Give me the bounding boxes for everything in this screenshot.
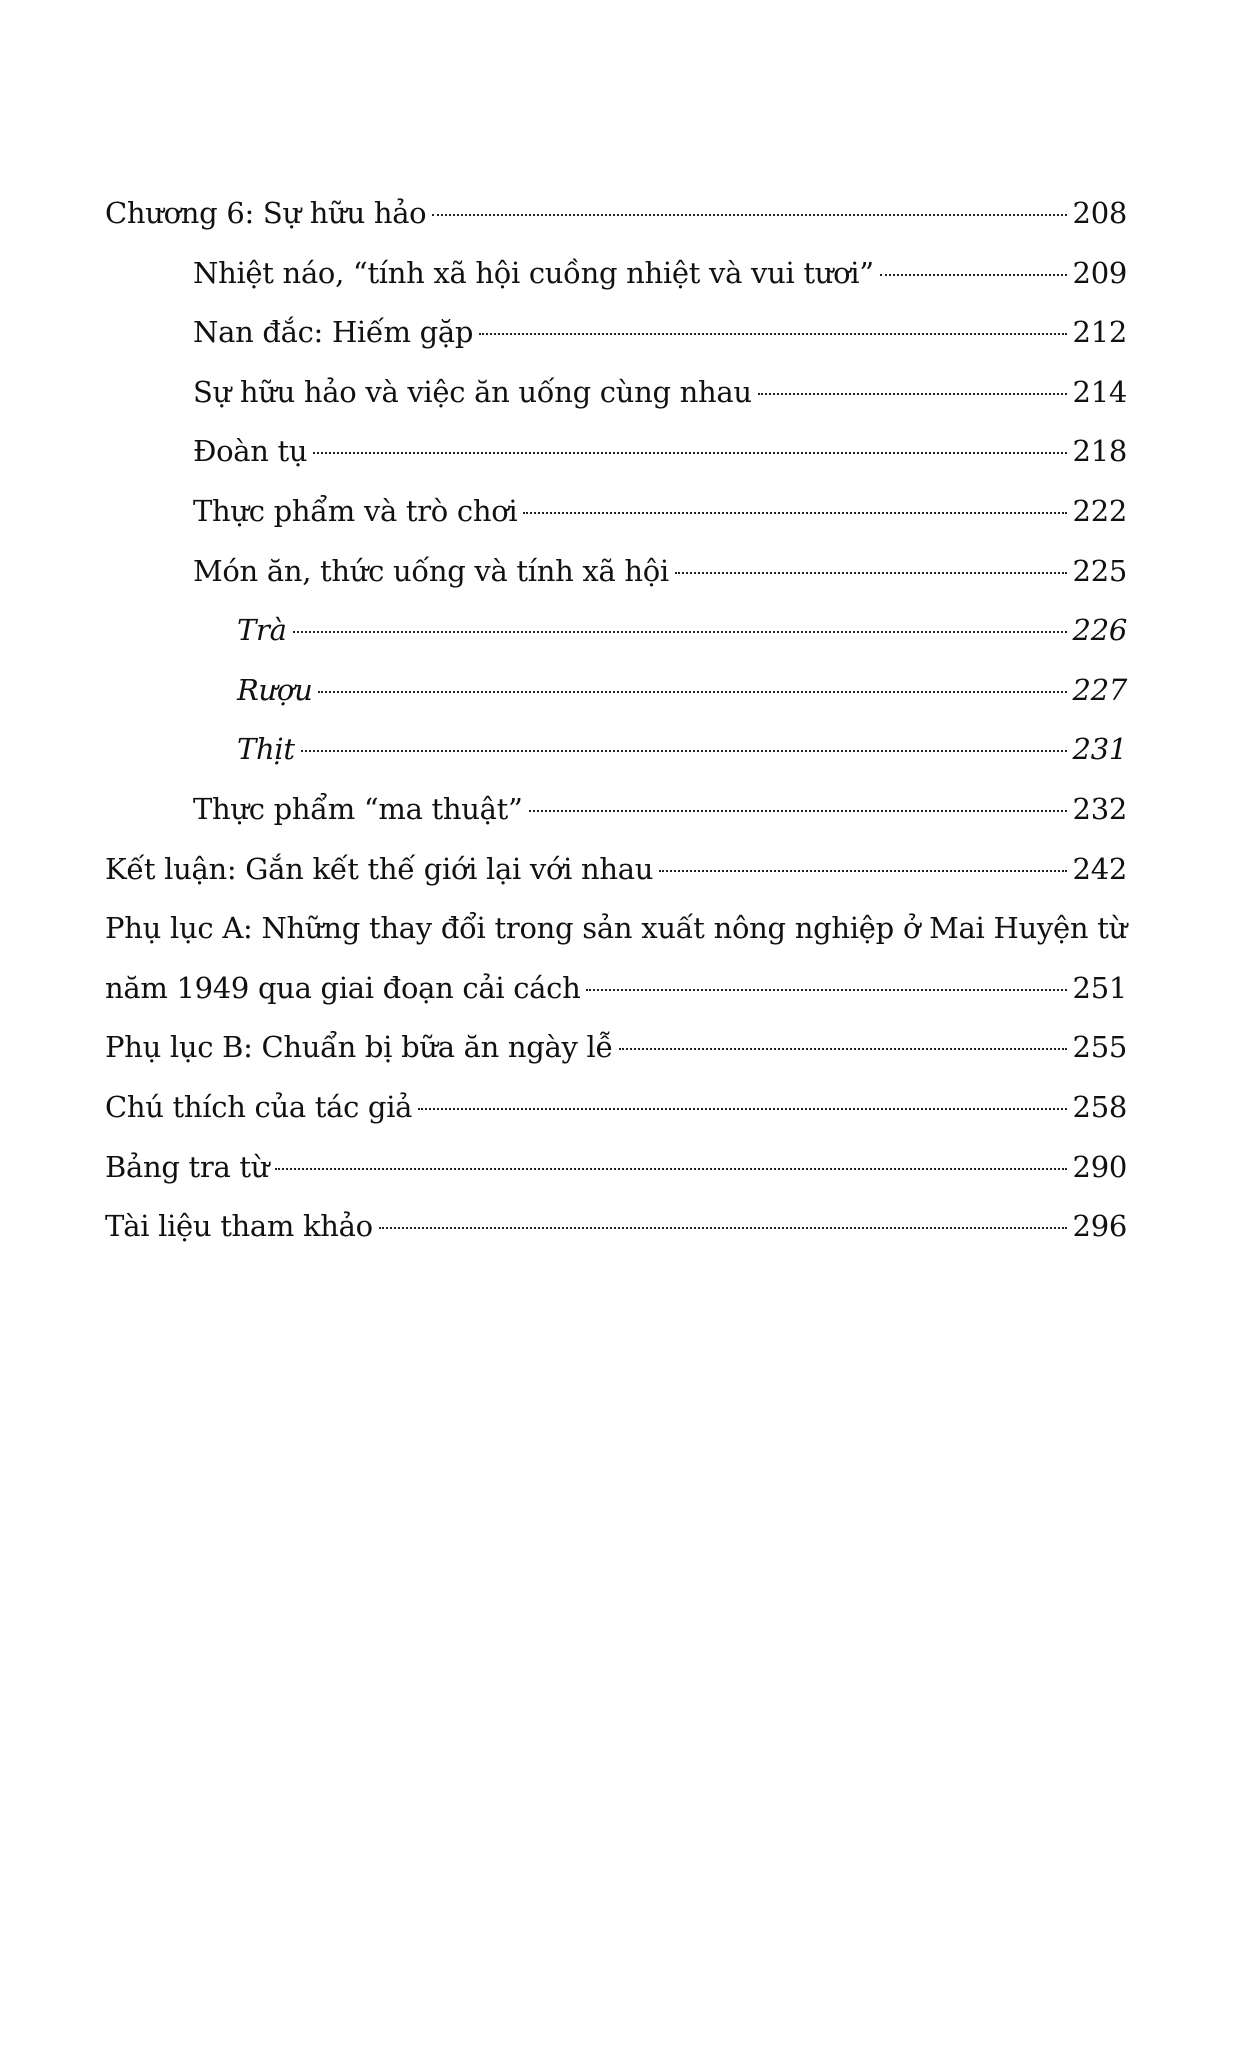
toc-entry-title: Phụ lục B: Chuẩn bị bữa ăn ngày lễ — [105, 1030, 614, 1065]
toc-entry-references — [105, 1197, 1127, 1257]
dot-leader — [586, 989, 1066, 991]
dot-leader — [758, 393, 1067, 395]
toc-entry — [105, 303, 1127, 363]
dot-leader — [479, 333, 1066, 335]
dot-leader — [379, 1227, 1067, 1229]
toc-entry-title: năm 1949 qua giai đoạn cải cách — [105, 970, 581, 1005]
toc-entry — [105, 542, 1127, 602]
toc-entry-page: 226 — [1072, 613, 1127, 648]
dot-leader — [318, 691, 1066, 693]
dot-leader — [880, 274, 1067, 276]
dot-leader — [659, 870, 1066, 872]
toc-entry-title: Nhiệt náo, “tính xã hội cuồng nhiệt và vui tươi” — [193, 255, 874, 290]
toc-entry-title: Sự hữu hảo và việc ăn uống cùng nhau — [193, 374, 752, 409]
toc-entry-page: 251 — [1072, 970, 1127, 1005]
toc-entry — [105, 422, 1127, 482]
toc-entry-title: Chương 6: Sự hữu hảo — [105, 196, 427, 230]
dot-leader — [619, 1048, 1066, 1050]
toc-entry — [105, 601, 1127, 661]
toc-entry-title: Bảng tra từ — [105, 1149, 270, 1184]
toc-entry-page: 296 — [1072, 1209, 1127, 1244]
toc-entry-author-notes — [105, 1078, 1127, 1138]
toc-entry-page: 212 — [1072, 315, 1127, 350]
toc-entry-title: Chú thích của tác giả — [105, 1089, 413, 1124]
dot-leader — [293, 631, 1067, 633]
toc-entry — [105, 780, 1127, 840]
toc-entry-page: 255 — [1072, 1030, 1127, 1065]
toc-entry-page: 218 — [1072, 434, 1127, 469]
toc-entry-page: 222 — [1072, 493, 1127, 528]
toc-entry-index — [105, 1138, 1127, 1198]
toc-entry — [105, 244, 1127, 304]
toc-entry-title: Trà — [237, 613, 287, 648]
toc-entry-title: Kết luận: Gắn kết thế giới lại với nhau — [105, 851, 654, 886]
toc-entry-page: 225 — [1072, 553, 1127, 588]
toc-entry-title: Thực phẩm và trò chơi — [193, 493, 518, 528]
toc-entry-appendix-a-line-1 — [105, 899, 1127, 959]
toc-entry-page: 214 — [1072, 374, 1127, 409]
toc-entry — [105, 720, 1127, 780]
dot-leader — [523, 512, 1066, 514]
toc-entry-title: Rượu — [237, 672, 313, 707]
toc-entry-page: 208 — [1072, 196, 1127, 230]
toc-entry — [105, 661, 1127, 721]
dot-leader — [418, 1108, 1066, 1110]
toc-entry-title: Tài liệu tham khảo — [105, 1209, 373, 1244]
dot-leader — [432, 214, 1066, 216]
toc-entry — [105, 363, 1127, 423]
toc-entry-title: Món ăn, thức uống và tính xã hội — [193, 553, 669, 588]
toc-entry-chapter-6 — [105, 184, 1127, 244]
dot-leader — [313, 452, 1066, 454]
dot-leader — [529, 810, 1067, 812]
dot-leader — [275, 1168, 1066, 1170]
dot-leader — [675, 572, 1067, 574]
toc-entry-title: Thịt — [237, 732, 295, 767]
toc-entry-page: 231 — [1072, 732, 1127, 767]
toc-entry-page: 227 — [1072, 672, 1127, 707]
table-of-contents — [105, 184, 1127, 1257]
toc-entry-page: 258 — [1072, 1089, 1127, 1124]
dot-leader — [301, 750, 1067, 752]
toc-entry — [105, 482, 1127, 542]
toc-entry-page: 209 — [1072, 255, 1127, 290]
toc-entry-title: Đoàn tụ — [193, 434, 308, 469]
toc-entry-page: 290 — [1072, 1149, 1127, 1184]
toc-entry-page: 232 — [1072, 791, 1127, 826]
toc-entry-title: Thực phẩm “ma thuật” — [193, 791, 523, 826]
toc-entry-appendix-a-line-2 — [105, 959, 1127, 1019]
toc-entry-conclusion — [105, 840, 1127, 900]
toc-entry-title: Phụ lục A: Những thay đổi trong sản xuất nông nghiệp ở Mai Huyện từ — [105, 911, 1127, 946]
toc-entry-title: Nan đắc: Hiếm gặp — [193, 315, 474, 350]
toc-entry-appendix-b — [105, 1018, 1127, 1078]
toc-entry-page: 242 — [1072, 851, 1127, 886]
